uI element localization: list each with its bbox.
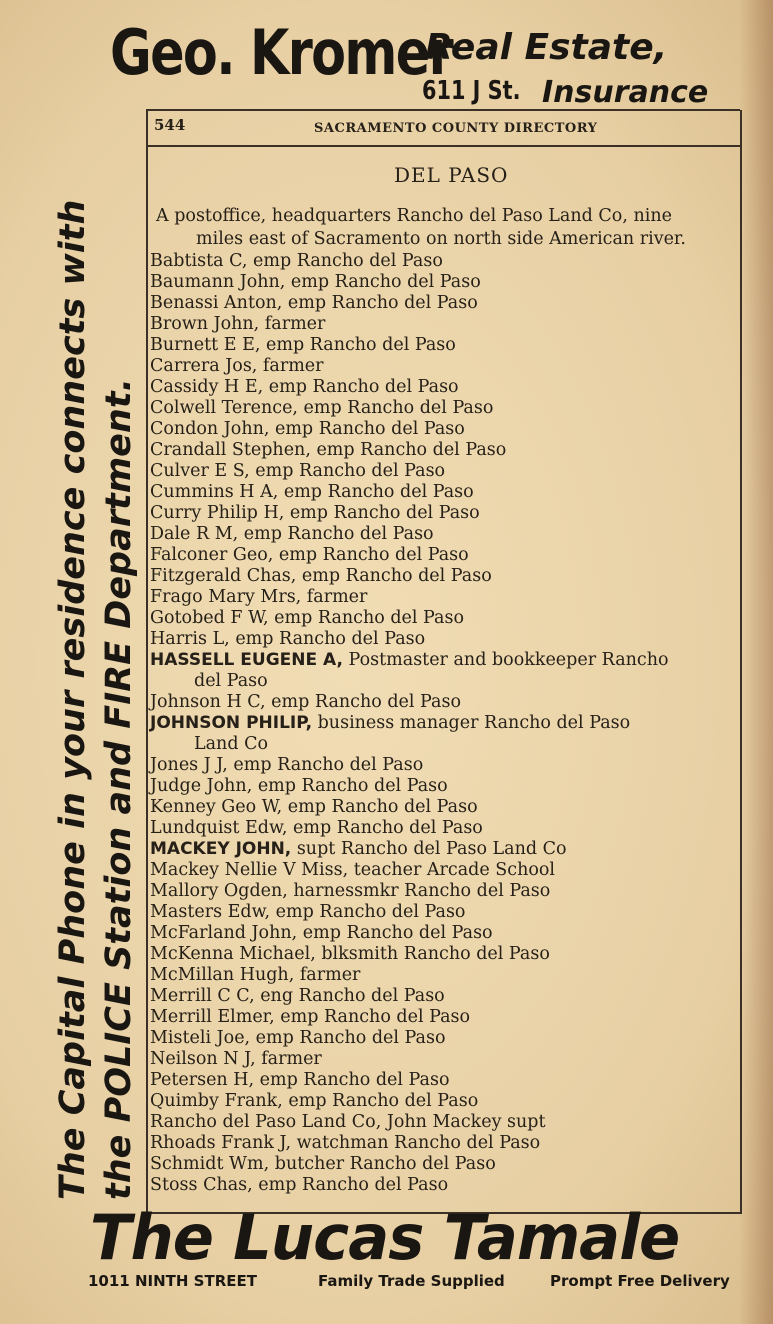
entry-text: Condon John, emp Rancho del Paso bbox=[150, 419, 465, 439]
entry-text: Judge John, emp Rancho del Paso bbox=[150, 776, 448, 796]
directory-entry bbox=[150, 1154, 735, 1175]
entry-continuation bbox=[150, 671, 735, 692]
directory-entry bbox=[150, 839, 735, 860]
side-ad-line2: the POLICE Station and FIRE Department. bbox=[99, 378, 139, 1200]
entry-text: Land Co bbox=[194, 734, 269, 754]
ad-bottom-note-delivery: Prompt Free Delivery bbox=[550, 1272, 730, 1290]
entry-text: Curry Philip H, emp Rancho del Paso bbox=[150, 503, 480, 523]
ad-top-real-estate: Real Estate, bbox=[425, 27, 668, 68]
ad-top-address: 611 J St. bbox=[422, 76, 521, 106]
entry-text: Culver E S, emp Rancho del Paso bbox=[150, 461, 446, 481]
entry-name-bold: JOHNSON PHILIP, bbox=[150, 713, 313, 733]
page-number: 544 bbox=[154, 116, 186, 134]
running-head: SACRAMENTO COUNTY DIRECTORY bbox=[314, 121, 598, 136]
directory-entry bbox=[150, 1049, 735, 1070]
entry-name-bold: MACKEY JOHN, bbox=[150, 839, 292, 859]
header-rule-bottom bbox=[146, 145, 740, 147]
entry-text: Neilson N J, farmer bbox=[150, 1049, 322, 1069]
directory-entry bbox=[150, 986, 735, 1007]
entry-text: Falconer Geo, emp Rancho del Paso bbox=[150, 545, 469, 565]
entry-text: Mackey Nellie V Miss, teacher Arcade School bbox=[150, 860, 556, 880]
section-title: DEL PASO bbox=[394, 163, 509, 187]
directory-entry bbox=[150, 293, 735, 314]
entry-text: Cummins H A, emp Rancho del Paso bbox=[150, 482, 474, 502]
entry-text: Kenney Geo W, emp Rancho del Paso bbox=[150, 797, 478, 817]
intro-paragraph bbox=[150, 205, 735, 251]
entry-text: Postmaster and bookkeeper Rancho bbox=[342, 650, 669, 670]
entry-text: Merrill C C, eng Rancho del Paso bbox=[150, 986, 445, 1006]
directory-entry bbox=[150, 1007, 735, 1028]
entry-text: Baumann John, emp Rancho del Paso bbox=[150, 272, 481, 292]
directory-entry bbox=[150, 629, 735, 650]
entry-text: Carrera Jos, farmer bbox=[150, 356, 324, 376]
directory-entry bbox=[150, 545, 735, 566]
directory-entry bbox=[150, 797, 735, 818]
directory-entry bbox=[150, 1070, 735, 1091]
intro-line-2: miles east of Sacramento on north side American river. bbox=[196, 229, 686, 249]
directory-entry bbox=[150, 1133, 735, 1154]
directory-entry bbox=[150, 314, 735, 335]
entry-text: Stoss Chas, emp Rancho del Paso bbox=[150, 1175, 449, 1195]
entry-list bbox=[150, 251, 735, 1196]
entry-text: Rancho del Paso Land Co, John Mackey supt bbox=[150, 1112, 546, 1132]
directory-entry bbox=[150, 713, 735, 734]
entry-text: business manager Rancho del Paso bbox=[312, 713, 631, 733]
entry-text: Masters Edw, emp Rancho del Paso bbox=[150, 902, 466, 922]
entry-text: Schmidt Wm, butcher Rancho del Paso bbox=[150, 1154, 496, 1174]
entry-text: Mallory Ogden, harnessmkr Rancho del Paso bbox=[150, 881, 551, 901]
directory-entry bbox=[150, 944, 735, 965]
entry-text: del Paso bbox=[194, 671, 268, 691]
directory-entry bbox=[150, 965, 735, 986]
directory-entry bbox=[150, 440, 735, 461]
entry-text: Jones J J, emp Rancho del Paso bbox=[150, 755, 424, 775]
side-ad bbox=[53, 100, 148, 1200]
entry-text: Misteli Joe, emp Rancho del Paso bbox=[150, 1028, 446, 1048]
entry-text: McKenna Michael, blksmith Rancho del Paso bbox=[150, 944, 550, 964]
directory-entry bbox=[150, 272, 735, 293]
directory-entry bbox=[150, 608, 735, 629]
directory-entry bbox=[150, 1091, 735, 1112]
directory-entry bbox=[150, 335, 735, 356]
ad-bottom-address: 1011 NINTH STREET bbox=[88, 1272, 257, 1290]
entry-text: supt Rancho del Paso Land Co bbox=[291, 839, 567, 859]
directory-entry bbox=[150, 419, 735, 440]
directory-entry bbox=[150, 1028, 735, 1049]
directory-entry bbox=[150, 482, 735, 503]
entry-text: Lundquist Edw, emp Rancho del Paso bbox=[150, 818, 483, 838]
directory-entry bbox=[150, 503, 735, 524]
directory-entry bbox=[150, 524, 735, 545]
entry-text: McFarland John, emp Rancho del Paso bbox=[150, 923, 493, 943]
directory-listing bbox=[150, 205, 735, 1196]
directory-entry bbox=[150, 650, 735, 671]
directory-entry bbox=[150, 776, 735, 797]
directory-entry bbox=[150, 398, 735, 419]
entry-text: Frago Mary Mrs, farmer bbox=[150, 587, 368, 607]
ad-top-name: Geo. Kromer bbox=[110, 16, 453, 89]
directory-entry bbox=[150, 881, 735, 902]
page-edge-shadow bbox=[739, 0, 773, 1324]
entry-text: Gotobed F W, emp Rancho del Paso bbox=[150, 608, 464, 628]
directory-entry bbox=[150, 902, 735, 923]
entry-text: Colwell Terence, emp Rancho del Paso bbox=[150, 398, 494, 418]
directory-entry bbox=[150, 692, 735, 713]
entry-text: Rhoads Frank J, watchman Rancho del Paso bbox=[150, 1133, 541, 1153]
ad-bottom-name: The Lucas Tamale bbox=[90, 1201, 680, 1274]
entry-text: Petersen H, emp Rancho del Paso bbox=[150, 1070, 450, 1090]
ad-bottom-note-family: Family Trade Supplied bbox=[318, 1272, 505, 1290]
intro-line-1: A postoffice, headquarters Rancho del Paso Land Co, nine bbox=[156, 206, 672, 226]
directory-entry bbox=[150, 755, 735, 776]
entry-name-bold: HASSELL EUGENE A, bbox=[150, 650, 343, 670]
entry-text: Dale R M, emp Rancho del Paso bbox=[150, 524, 434, 544]
directory-entry bbox=[150, 818, 735, 839]
directory-entry bbox=[150, 377, 735, 398]
directory-entry bbox=[150, 587, 735, 608]
directory-entry bbox=[150, 1112, 735, 1133]
directory-entry bbox=[150, 461, 735, 482]
directory-entry bbox=[150, 566, 735, 587]
entry-text: Babtista C, emp Rancho del Paso bbox=[150, 251, 443, 271]
side-ad-line1: The Capital Phone in your residence connects with bbox=[53, 199, 93, 1200]
ad-top-insurance: Insurance bbox=[542, 75, 709, 110]
entry-text: McMillan Hugh, farmer bbox=[150, 965, 361, 985]
entry-text: Brown John, farmer bbox=[150, 314, 326, 334]
directory-entry bbox=[150, 860, 735, 881]
directory-entry bbox=[150, 1175, 735, 1196]
entry-text: Johnson H C, emp Rancho del Paso bbox=[150, 692, 461, 712]
entry-text: Harris L, emp Rancho del Paso bbox=[150, 629, 426, 649]
directory-entry bbox=[150, 356, 735, 377]
entry-text: Merrill Elmer, emp Rancho del Paso bbox=[150, 1007, 471, 1027]
entry-text: Cassidy H E, emp Rancho del Paso bbox=[150, 377, 459, 397]
directory-entry bbox=[150, 251, 735, 272]
entry-text: Crandall Stephen, emp Rancho del Paso bbox=[150, 440, 507, 460]
entry-text: Benassi Anton, emp Rancho del Paso bbox=[150, 293, 478, 313]
header-rule-top bbox=[146, 109, 740, 111]
entry-text: Quimby Frank, emp Rancho del Paso bbox=[150, 1091, 479, 1111]
entry-text: Burnett E E, emp Rancho del Paso bbox=[150, 335, 456, 355]
directory-entry bbox=[150, 923, 735, 944]
entry-continuation bbox=[150, 734, 735, 755]
entry-text: Fitzgerald Chas, emp Rancho del Paso bbox=[150, 566, 492, 586]
